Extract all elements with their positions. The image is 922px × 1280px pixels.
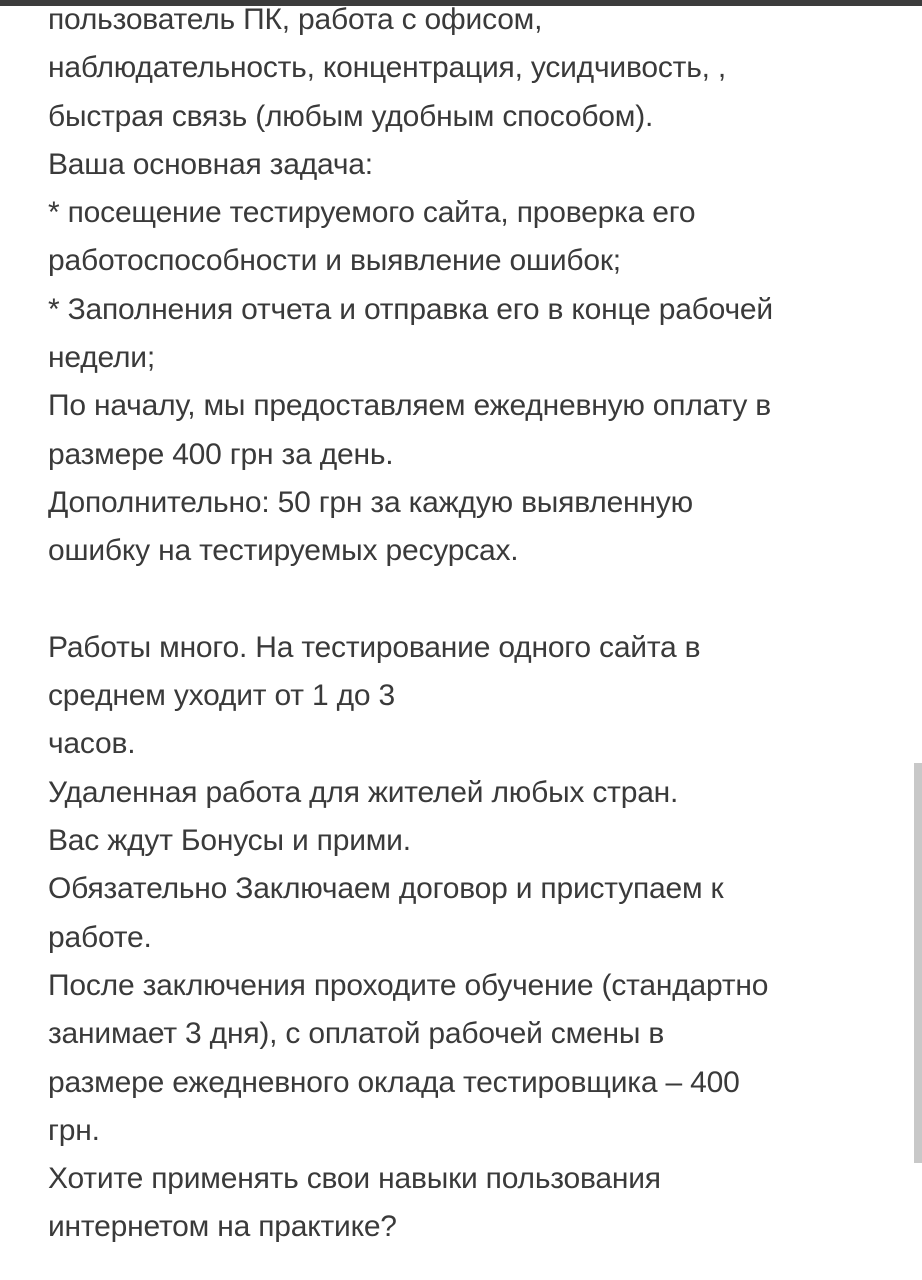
message-body [48, 0, 898, 1252]
message-line: размере ежедневного оклада тестировщика – 400 [48, 1065, 740, 1099]
message-line: Дополнительно: 50 грн за каждую выявленную [48, 485, 693, 519]
message-line: Удаленная работа для жителей любых стран. [48, 775, 679, 809]
message-line: пользователь ПК, работа с офисом, [48, 3, 543, 36]
message-line: интернетом на практике? [48, 1210, 397, 1244]
message-line: Обязательно Заключаем договор и приступаем к [48, 872, 724, 906]
message-line: грн. [48, 1113, 100, 1147]
message-line: Хотите применять свои навыки пользования [48, 1162, 661, 1196]
message-line: Ваша основная задача: [48, 147, 373, 181]
message-line: среднем уходит от 1 до 3 [48, 679, 395, 713]
message-line: * Заполнения отчета и отправка его в конце рабочей [48, 292, 773, 326]
message-line: По началу, мы предоставляем ежедневную оплату в [48, 389, 772, 423]
message-line: работе. [48, 920, 152, 954]
message-line: занимает 3 дня), с оплатой рабочей смены в [48, 1017, 665, 1051]
message-line: Работы много. На тестирование одного сайта в [48, 630, 701, 664]
scrollbar[interactable] [912, 0, 922, 1280]
message-line: размере 400 грн за день. [48, 437, 394, 471]
message-line: часов. [48, 727, 136, 761]
message-line: ошибку на тестируемых ресурсах. [48, 534, 519, 568]
message-line: недели; [48, 341, 155, 375]
scrollbar-thumb[interactable] [914, 763, 922, 1163]
message-line: наблюдательность, концентрация, усидчивость, , [48, 51, 727, 85]
message-line: быстрая связь (любым удобным способом). [48, 99, 654, 133]
paragraph-spacer [48, 576, 898, 624]
message-line: * посещение тестируемого сайта, проверка его [48, 196, 696, 230]
message-line: работоспособности и выявление ошибок; [48, 244, 621, 278]
message-line: После заключения проходите обучение (стандартно [48, 968, 769, 1002]
message-line: Вас ждут Бонусы и прими. [48, 824, 411, 858]
